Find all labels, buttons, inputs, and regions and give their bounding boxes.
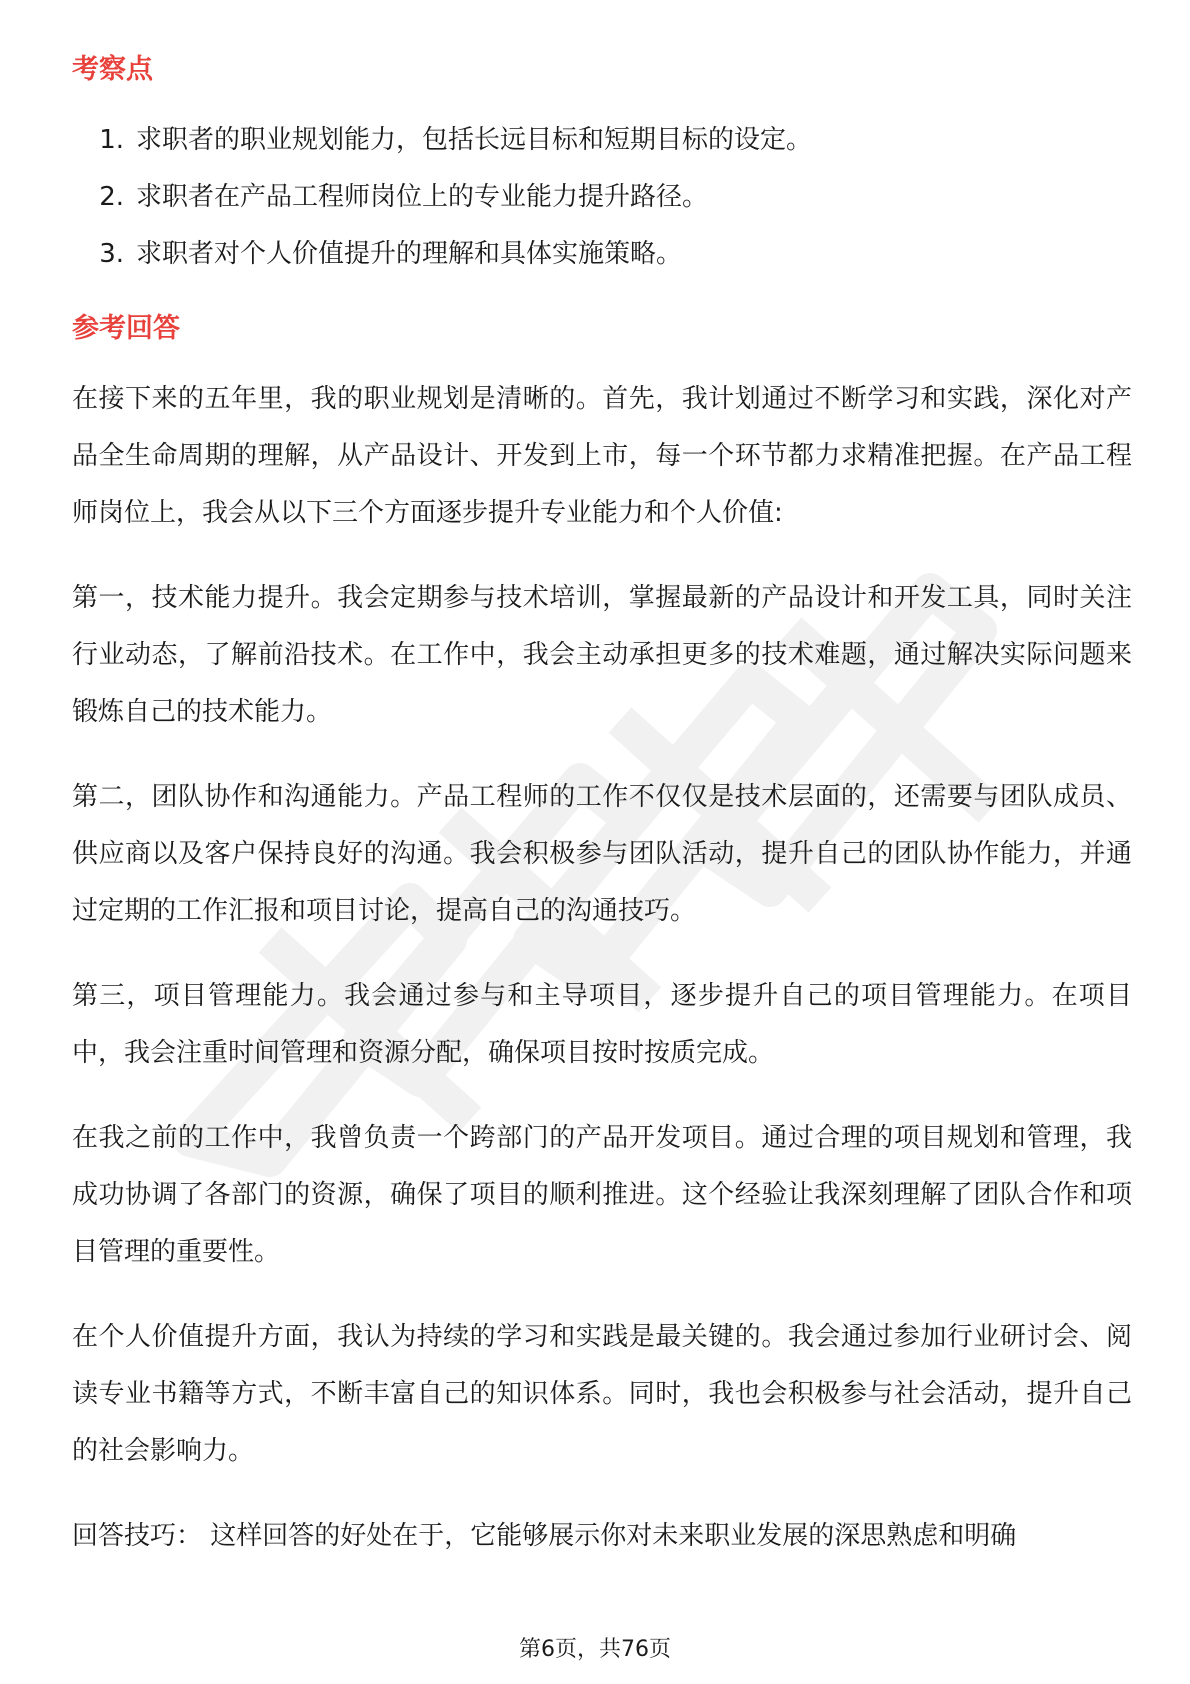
list-item-number: 2. [99,182,124,212]
list-item-text: 求职者的职业规划能力，包括长远目标和短期目标的设定。 [136,125,813,155]
answer-paragraph: 在个人价值提升方面，我认为持续的学习和实践是最关键的。我会通过参加行业研讨会、阅读专业书籍等方式，不断丰富自己的知识体系。同时，我也会积极参与社会活动，提升自己的社会影响力。 [72,1322,1132,1466]
answer-tips-paragraph: 回答技巧： 这样回答的好处在于，它能够展示你对未来职业发展的深思熟虑和明确 [72,1521,1017,1551]
points-heading: 考察点 [72,54,153,85]
answer-heading: 参考回答 [72,313,180,344]
document-content [72,50,1132,1565]
answer-paragraph: 第二，团队协作和沟通能力。产品工程师的工作不仅仅是技术层面的，还需要与团队成员、供应商以及客户保持良好的沟通。我会积极参与团队活动，提升自己的团队协作能力，并通过定期的工作汇报和项目讨论，提高自己的沟通技巧。 [72,782,1132,926]
list-item [72,169,1132,226]
answer-paragraph: 在接下来的五年里，我的职业规划是清晰的。首先，我计划通过不断学习和实践，深化对产品全生命周期的理解，从产品设计、开发到上市，每一个环节都力求精准把握。在产品工程师岗位上，我会从以下三个方面逐步提升专业能力和个人价值: [72,384,1132,528]
answer-paragraph: 第三，项目管理能力。我会通过参与和主导项目，逐步提升自己的项目管理能力。在项目中，我会注重时间管理和资源分配，确保项目按时按质完成。 [72,981,1132,1068]
points-list [72,112,1132,283]
list-item [72,112,1132,169]
answer-paragraph: 第一，技术能力提升。我会定期参与技术培训，掌握最新的产品设计和开发工具，同时关注行业动态，了解前沿技术。在工作中，我会主动承担更多的技术难题，通过解决实际问题来锻炼自己的技术能力。 [72,583,1132,727]
list-item [72,226,1132,283]
list-item-number: 3. [99,239,124,269]
list-item-number: 1. [99,125,124,155]
answer-paragraph: 在我之前的工作中，我曾负责一个跨部门的产品开发项目。通过合理的项目规划和管理，我成功协调了各部门的资源，确保了项目的顺利推进。这个经验让我深刻理解了团队合作和项目管理的重要性。 [72,1123,1132,1267]
list-item-text: 求职者在产品工程师岗位上的专业能力提升路径。 [136,182,709,212]
page-number: 第6页，共76页 [519,1637,671,1662]
list-item-text: 求职者对个人价值提升的理解和具体实施策略。 [136,239,683,269]
